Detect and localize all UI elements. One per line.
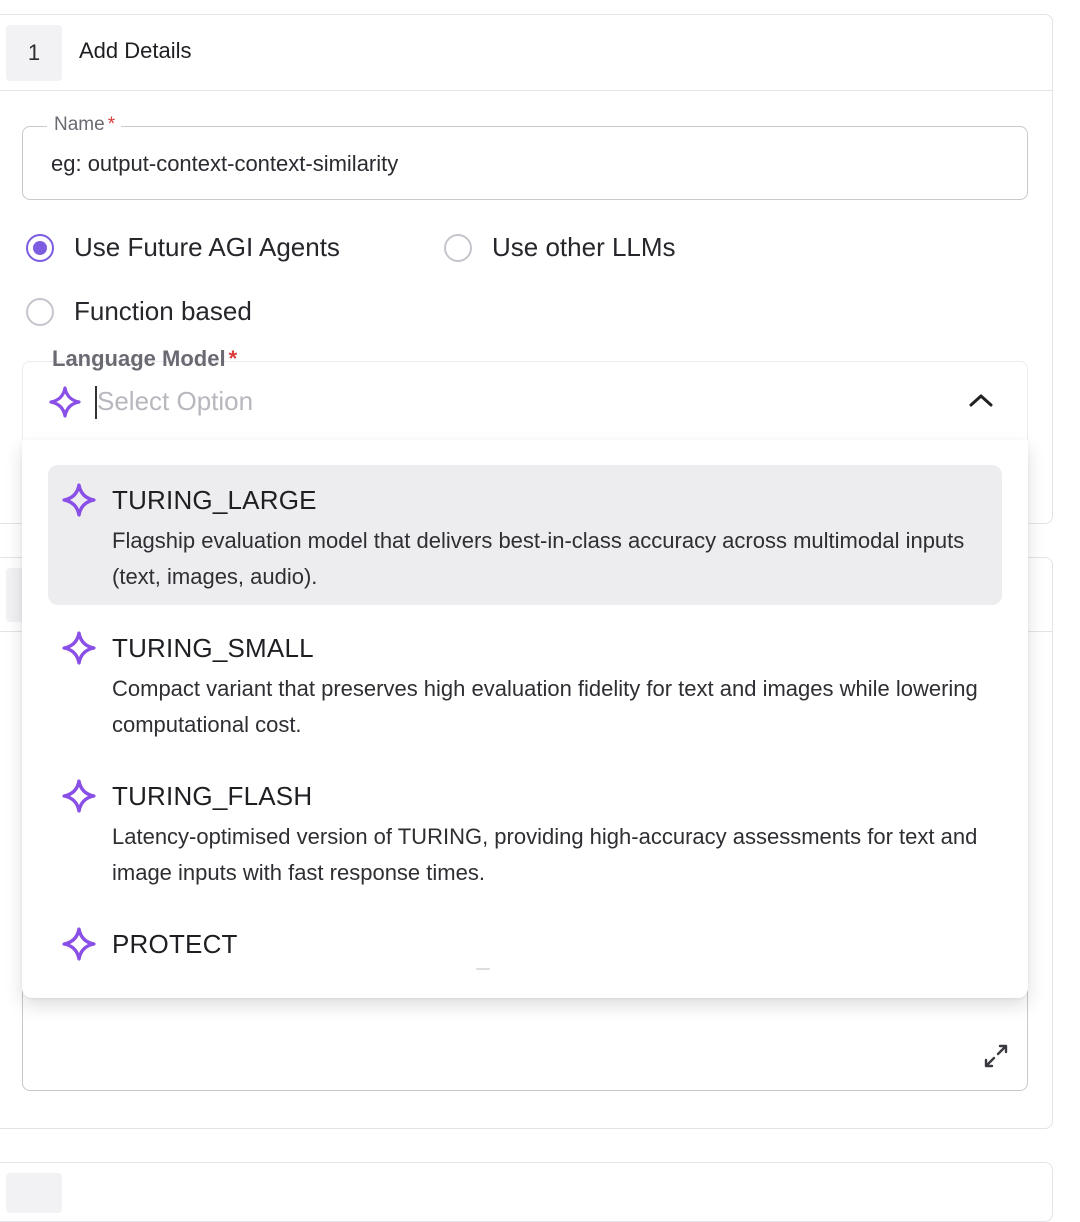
sparkle-icon xyxy=(62,631,96,670)
option-turing-flash[interactable] xyxy=(48,761,1002,901)
required-mark: * xyxy=(228,346,238,371)
prompt-textarea[interactable] xyxy=(22,990,1028,1091)
step-header[interactable] xyxy=(0,15,1052,91)
radio-selected-icon[interactable] xyxy=(26,234,54,262)
radio-use-future-agi-agents[interactable] xyxy=(26,232,340,263)
option-protect[interactable] xyxy=(48,909,1002,989)
option-description: Compact variant that preserves high evaluation fidelity for text and images while lowering computational cost. xyxy=(112,676,978,737)
sparkle-icon xyxy=(62,779,96,818)
option-title: PROTECT xyxy=(112,929,238,959)
radio-label: Use other LLMs xyxy=(492,232,676,262)
radio-label: Use Future AGI Agents xyxy=(74,232,340,262)
language-model-label: Language Model * xyxy=(52,346,238,371)
radio-unselected-icon[interactable] xyxy=(26,298,54,326)
option-title: TURING_LARGE xyxy=(112,485,317,515)
radio-unselected-icon[interactable] xyxy=(444,234,472,262)
name-label: Name * xyxy=(47,114,121,136)
option-turing-large[interactable] xyxy=(48,465,1002,605)
step-number: 1 xyxy=(6,25,62,81)
sparkle-icon xyxy=(49,386,81,423)
option-title: TURING_SMALL xyxy=(112,633,314,663)
required-mark: * xyxy=(107,114,116,135)
option-title: TURING_FLASH xyxy=(112,781,313,811)
step-card-3 xyxy=(0,1162,1053,1222)
chevron-up-icon[interactable] xyxy=(969,392,993,413)
expand-icon[interactable] xyxy=(981,1041,1011,1076)
name-field[interactable] xyxy=(22,114,1028,200)
language-model-select[interactable] xyxy=(22,361,1028,441)
language-model-menu xyxy=(22,440,1028,998)
radio-function-based[interactable] xyxy=(26,296,252,327)
select-placeholder[interactable]: Select Option xyxy=(97,386,254,416)
sparkle-icon xyxy=(62,927,96,966)
name-input-value[interactable]: eg: output-context-context-similarity xyxy=(51,151,399,176)
option-description: Latency-optimised version of TURING, providing high-accuracy assessments for text and image inputs with fast response times. xyxy=(112,824,978,885)
radio-label: Function based xyxy=(74,296,252,326)
radio-use-other-llms[interactable] xyxy=(444,232,676,263)
option-turing-small[interactable] xyxy=(48,613,1002,753)
sparkle-icon xyxy=(62,483,96,522)
scroll-indicator xyxy=(476,968,490,970)
step-title: Add Details xyxy=(79,38,192,63)
step-number-3 xyxy=(6,1173,62,1213)
option-description: Flagship evaluation model that delivers best-in-class accuracy across multimodal inputs (text, images, audio). xyxy=(112,528,965,589)
